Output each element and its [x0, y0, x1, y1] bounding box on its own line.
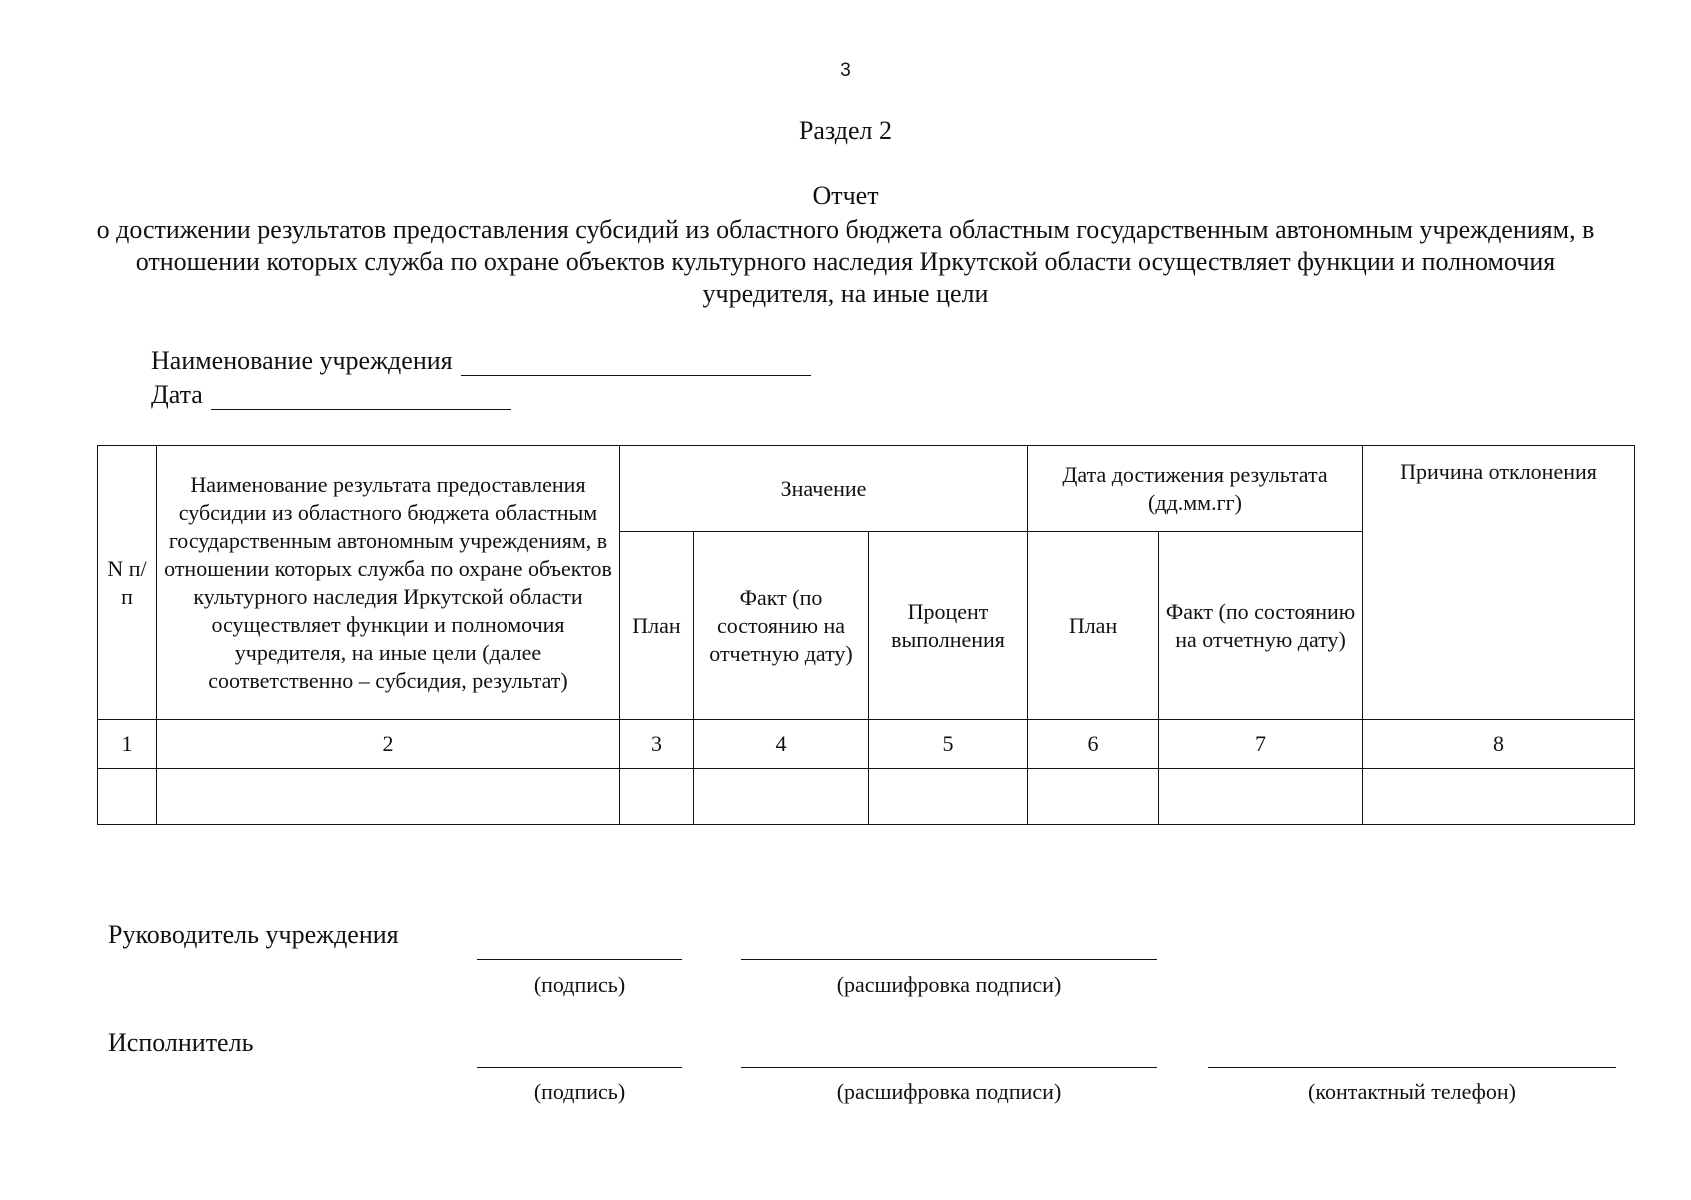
header-value-fact: Факт (по состоянию на отчетную дату) — [694, 532, 869, 720]
column-number-cell: 6 — [1028, 720, 1159, 769]
data-cell[interactable] — [1028, 769, 1159, 825]
data-cell[interactable] — [620, 769, 694, 825]
date-input-line[interactable] — [211, 385, 511, 410]
header-value-group: Значение — [620, 446, 1028, 532]
executor-phone-line[interactable] — [1208, 1067, 1616, 1068]
column-number-cell: 5 — [869, 720, 1028, 769]
head-signature-line[interactable] — [477, 959, 682, 960]
column-number-cell: 3 — [620, 720, 694, 769]
column-number-cell: 1 — [98, 720, 157, 769]
head-decryption-caption: (расшифровка подписи) — [836, 972, 1062, 997]
header-num: N п/п — [98, 446, 157, 720]
executor-signature-line[interactable] — [477, 1067, 682, 1068]
column-number-row — [98, 720, 1635, 769]
empty-data-row — [98, 769, 1635, 825]
column-number-cell: 4 — [694, 720, 869, 769]
header-date-plan: План — [1028, 532, 1159, 720]
header-value-plan: План — [620, 532, 694, 720]
data-cell[interactable] — [157, 769, 620, 825]
report-subheading: о достижении результатов предоставления субсидий из областного бюджета областным государственным автономным учреждениям, в отношении которых служба по охране объектов культурного наследия Иркутской области осуществляет функции и полномочия учредителя, на иные цели — [96, 215, 1595, 308]
data-cell[interactable] — [1363, 769, 1635, 825]
institution-input-line[interactable] — [461, 351, 811, 376]
header-result-name: Наименование результата предоставления субсидии из областного бюджета областным государственным автономным учреждениям, в отношении которых служба по охране объектов культурного наследия Иркутской области осуществляет функции и полномочия учредителя, на иные цели (далее соответственно – субсидия, результат) — [157, 446, 620, 720]
head-label: Руководитель учреждения — [108, 920, 399, 949]
head-decryption-line[interactable] — [741, 959, 1157, 960]
column-number-cell: 7 — [1159, 720, 1363, 769]
header-row-1 — [98, 446, 1635, 532]
column-number-cell: 8 — [1363, 720, 1635, 769]
header-deviation-reason: Причина отклонения — [1363, 446, 1635, 720]
data-cell[interactable] — [98, 769, 157, 825]
column-number-cell: 2 — [157, 720, 620, 769]
report-heading: Отчет — [812, 181, 879, 210]
head-signature-caption: (подпись) — [533, 972, 626, 997]
date-field — [151, 380, 511, 410]
page-number: 3 — [840, 60, 851, 81]
date-label: Дата — [151, 380, 203, 409]
executor-signature-caption: (подпись) — [533, 1079, 626, 1104]
header-date-group: Дата достижения результата (дд.мм.гг) — [1028, 446, 1363, 532]
data-cell[interactable] — [869, 769, 1028, 825]
institution-label: Наименование учреждения — [151, 346, 453, 375]
header-date-fact: Факт (по состоянию на отчетную дату) — [1159, 532, 1363, 720]
data-cell[interactable] — [694, 769, 869, 825]
executor-decryption-caption: (расшифровка подписи) — [836, 1079, 1062, 1104]
institution-field — [151, 346, 811, 376]
executor-phone-caption: (контактный телефон) — [1308, 1079, 1516, 1104]
data-cell[interactable] — [1159, 769, 1363, 825]
header-value-percent: Процент выполнения — [869, 532, 1028, 720]
report-table — [97, 445, 1635, 825]
executor-label: Исполнитель — [108, 1028, 254, 1057]
section-title: Раздел 2 — [798, 116, 893, 145]
executor-decryption-line[interactable] — [741, 1067, 1157, 1068]
